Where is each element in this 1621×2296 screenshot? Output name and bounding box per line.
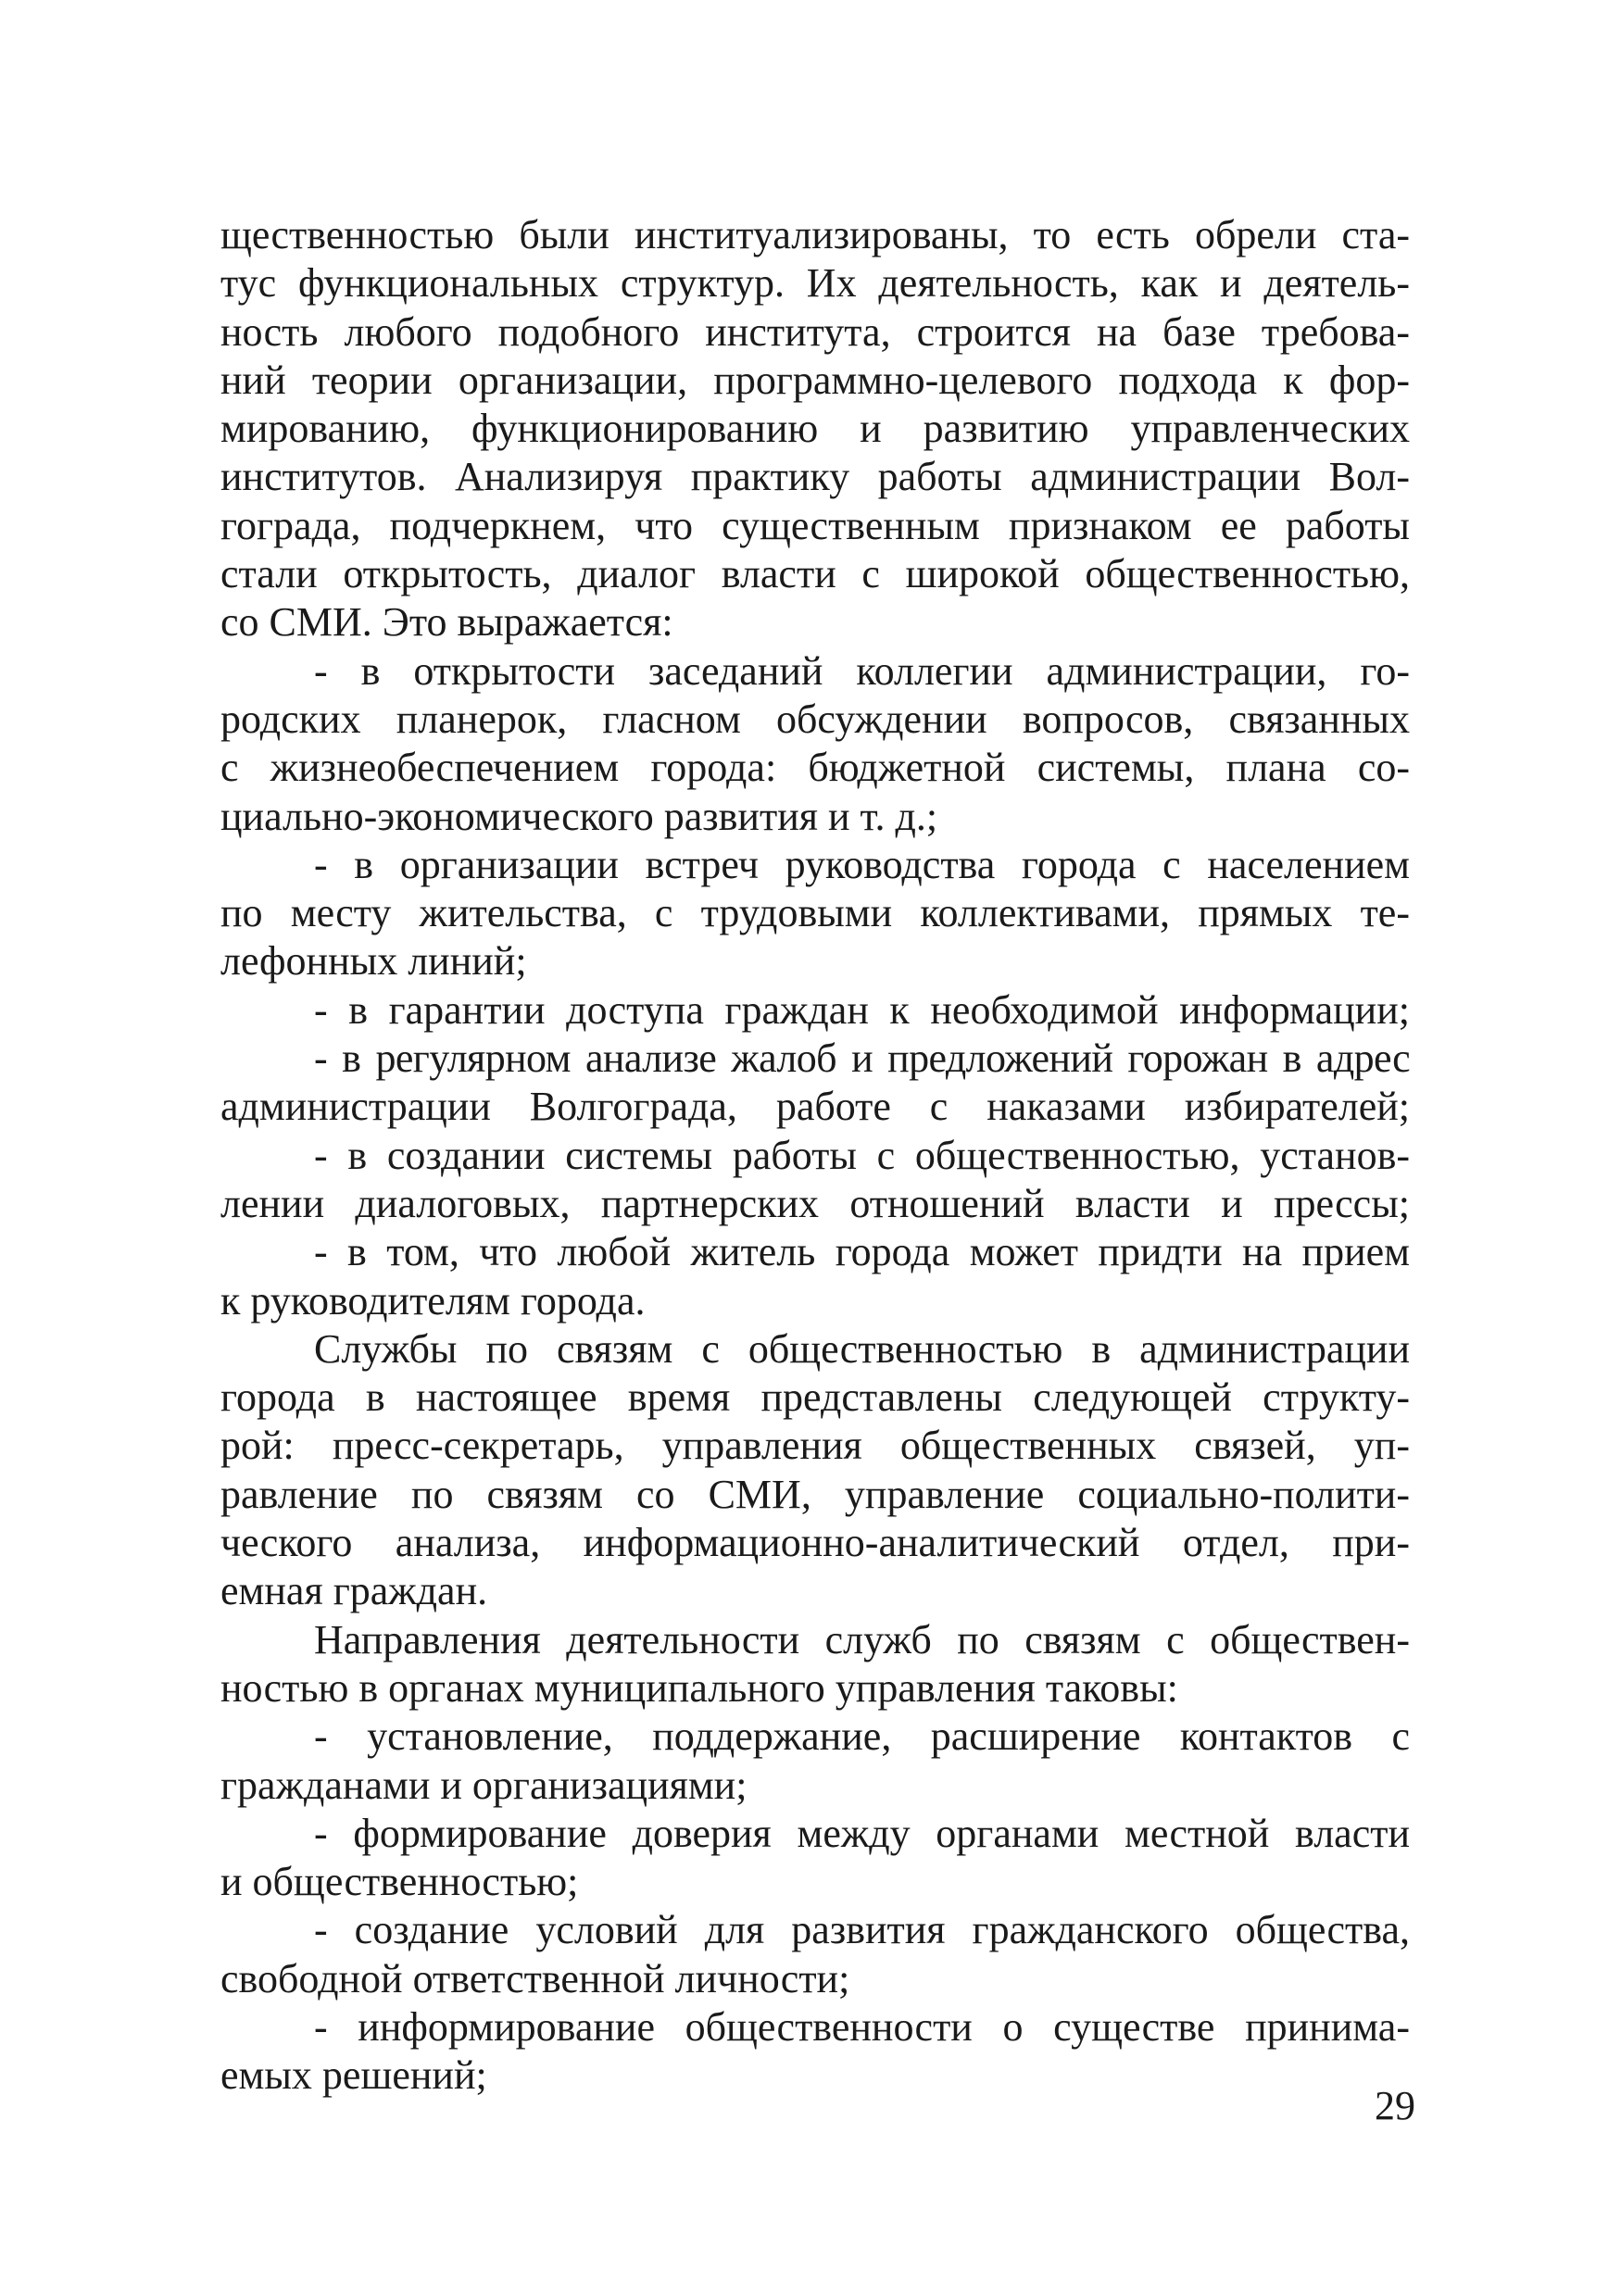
text-line: тус функциональных структур. Их деятельность, как и деятель- — [220, 260, 1410, 307]
text-line: и общественностью; — [220, 1859, 579, 1905]
text-line: циально-экономического развития и т. д.; — [220, 793, 938, 839]
text-line: ний теории организации, программно-целевого подхода к фор- — [220, 357, 1410, 403]
list-item: - в регулярном анализе жалоб и предложений горожан в адрес — [314, 1035, 1410, 1082]
text-line: равление по связям со СМИ, управление социально-полити- — [220, 1471, 1410, 1517]
text-line: гражданами и организациями; — [220, 1762, 748, 1808]
list-item: - установление, поддержание, расширение контактов с — [314, 1713, 1410, 1760]
paragraph-start: Службы по связям с общественностью в администрации — [314, 1325, 1410, 1372]
text-line: ческого анализа, информационно-аналитический отдел, при- — [220, 1520, 1410, 1566]
list-item: - информирование общественности о существе принима- — [314, 2003, 1410, 2050]
text-line: институтов. Анализируя практику работы администрации Вол- — [220, 454, 1410, 500]
text-line: по месту жительства, с трудовыми коллективами, прямых те- — [220, 890, 1410, 936]
list-item: - в организации встреч руководства города с населением — [314, 841, 1410, 887]
text-line: города в настоящее время представлены следующей структу- — [220, 1374, 1410, 1421]
list-item: - в гарантии доступа граждан к необходимой информации; — [314, 986, 1410, 1033]
text-line: лении диалоговых, партнерских отношений власти и прессы; — [220, 1180, 1410, 1226]
text-line: емых решений; — [220, 2052, 487, 2099]
text-line: лефонных линий; — [220, 938, 527, 985]
text-line: с жизнеобеспечением города: бюджетной системы, плана со- — [220, 745, 1410, 791]
text-line: ность любого подобного института, строится на базе требова- — [220, 308, 1410, 355]
paragraph-start: Направления деятельности служб по связям с обществен- — [314, 1616, 1410, 1662]
text-line: мированию, функционированию и развитию управленческих — [220, 406, 1410, 452]
text-line: щественностью были институализированы, то есть обрели ста- — [220, 212, 1410, 257]
body-text — [220, 211, 1410, 2101]
text-line: администрации Волгограда, работе с наказами избирателей; — [220, 1084, 1410, 1130]
text-line: рой: пресс-секретарь, управления общественных связей, уп- — [220, 1423, 1410, 1469]
list-item: - в создании системы работы с общественностью, установ- — [314, 1132, 1410, 1178]
text-line: свободной ответственной личности; — [220, 1955, 850, 2001]
text-line: к руководителям города. — [220, 1277, 646, 1324]
page-number: 29 — [1375, 2083, 1415, 2128]
list-item: - в открытости заседаний коллегии администрации, го- — [314, 647, 1410, 694]
text-line: со СМИ. Это выражается: — [220, 599, 673, 646]
text-line: емная граждан. — [220, 1568, 488, 1614]
list-item: - в том, что любой житель города может придти на прием — [314, 1229, 1410, 1275]
list-item: - формирование доверия между органами местной власти — [314, 1810, 1410, 1856]
text-line: родских планерок, гласном обсуждении вопросов, связанных — [220, 696, 1410, 742]
list-item: - создание условий для развития гражданского общества, — [314, 1907, 1410, 1953]
text-line: стали открытость, диалог власти с широкой общественностью, — [220, 551, 1410, 597]
text-line: ностью в органах муниципального управления таковы: — [220, 1664, 1178, 1711]
text-line: гограда, подчеркнем, что существенным признаком ее работы — [220, 502, 1410, 548]
